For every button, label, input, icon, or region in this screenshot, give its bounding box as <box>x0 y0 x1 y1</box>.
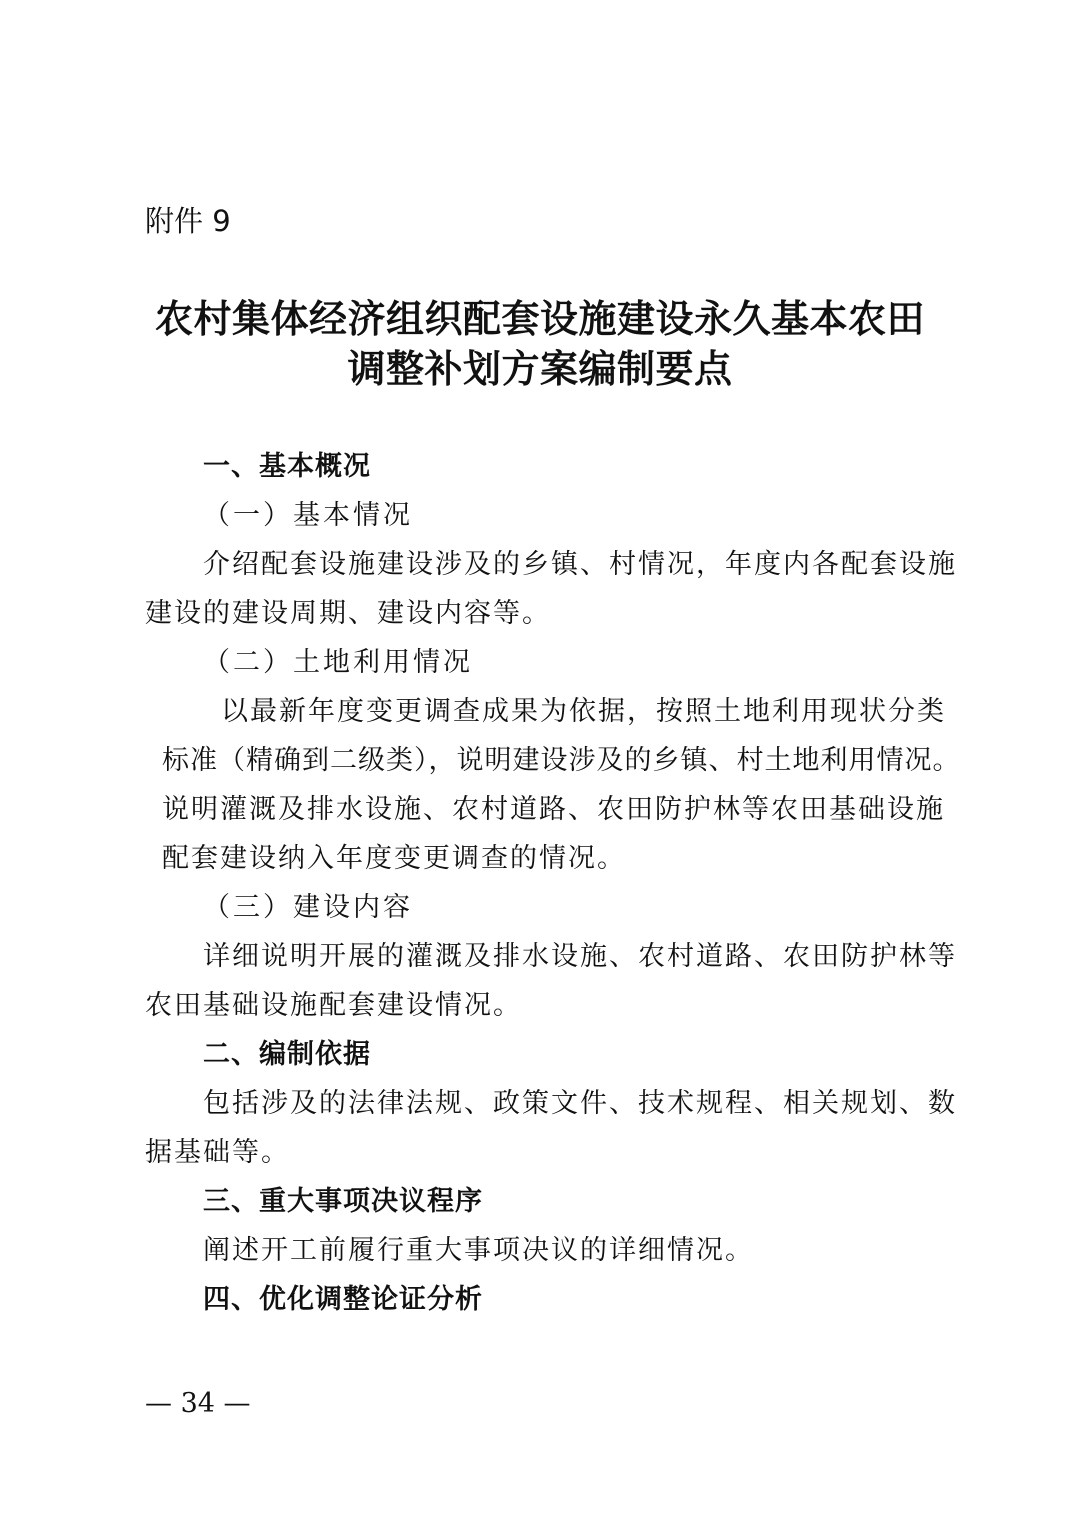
paragraph-line: 详细说明开展的灌溉及排水设施、农村道路、农田防护林等 <box>203 941 957 972</box>
paragraph-line: 介绍配套设施建设涉及的乡镇、村情况，年度内各配套设施 <box>203 549 957 580</box>
subsection-heading-1-1: （一）基本情况 <box>203 500 413 531</box>
paragraph-line: 说明灌溉及排水设施、农村道路、农田防护林等农田基础设施 <box>162 794 945 825</box>
document-title-line-2: 调整补划方案编制要点 <box>347 347 733 391</box>
section-heading-2: 二、编制依据 <box>203 1039 371 1070</box>
subsection-heading-1-2: （二）土地利用情况 <box>203 647 473 678</box>
section-heading-1: 一、基本概况 <box>203 451 371 482</box>
paragraph-line: 建设的建设周期、建设内容等。 <box>145 598 551 629</box>
paragraph-line: 据基础等。 <box>145 1137 290 1168</box>
document-title-line-1: 农村集体经济组织配套设施建设永久基本农田 <box>154 297 925 341</box>
section-heading-4: 四、优化调整论证分析 <box>203 1284 483 1315</box>
section-heading-3: 三、重大事项决议程序 <box>203 1186 483 1217</box>
paragraph-line: 配套建设纳入年度变更调查的情况。 <box>162 843 626 874</box>
paragraph-line: 农田基础设施配套建设情况。 <box>145 990 522 1021</box>
paragraph-line: 标准（精确到二级类），说明建设涉及的乡镇、村土地利用情况。 <box>162 745 961 776</box>
page-number: — 34 — <box>145 1388 251 1419</box>
subsection-heading-1-3: （三）建设内容 <box>203 892 413 923</box>
paragraph-line: 以最新年度变更调查成果为依据，按照土地利用现状分类 <box>221 696 946 727</box>
paragraph-line: 包括涉及的法律法规、政策文件、技术规程、相关规划、数 <box>203 1088 957 1119</box>
paragraph-line: 阐述开工前履行重大事项决议的详细情况。 <box>203 1235 754 1266</box>
attachment-label: 附件 9 <box>145 204 231 238</box>
